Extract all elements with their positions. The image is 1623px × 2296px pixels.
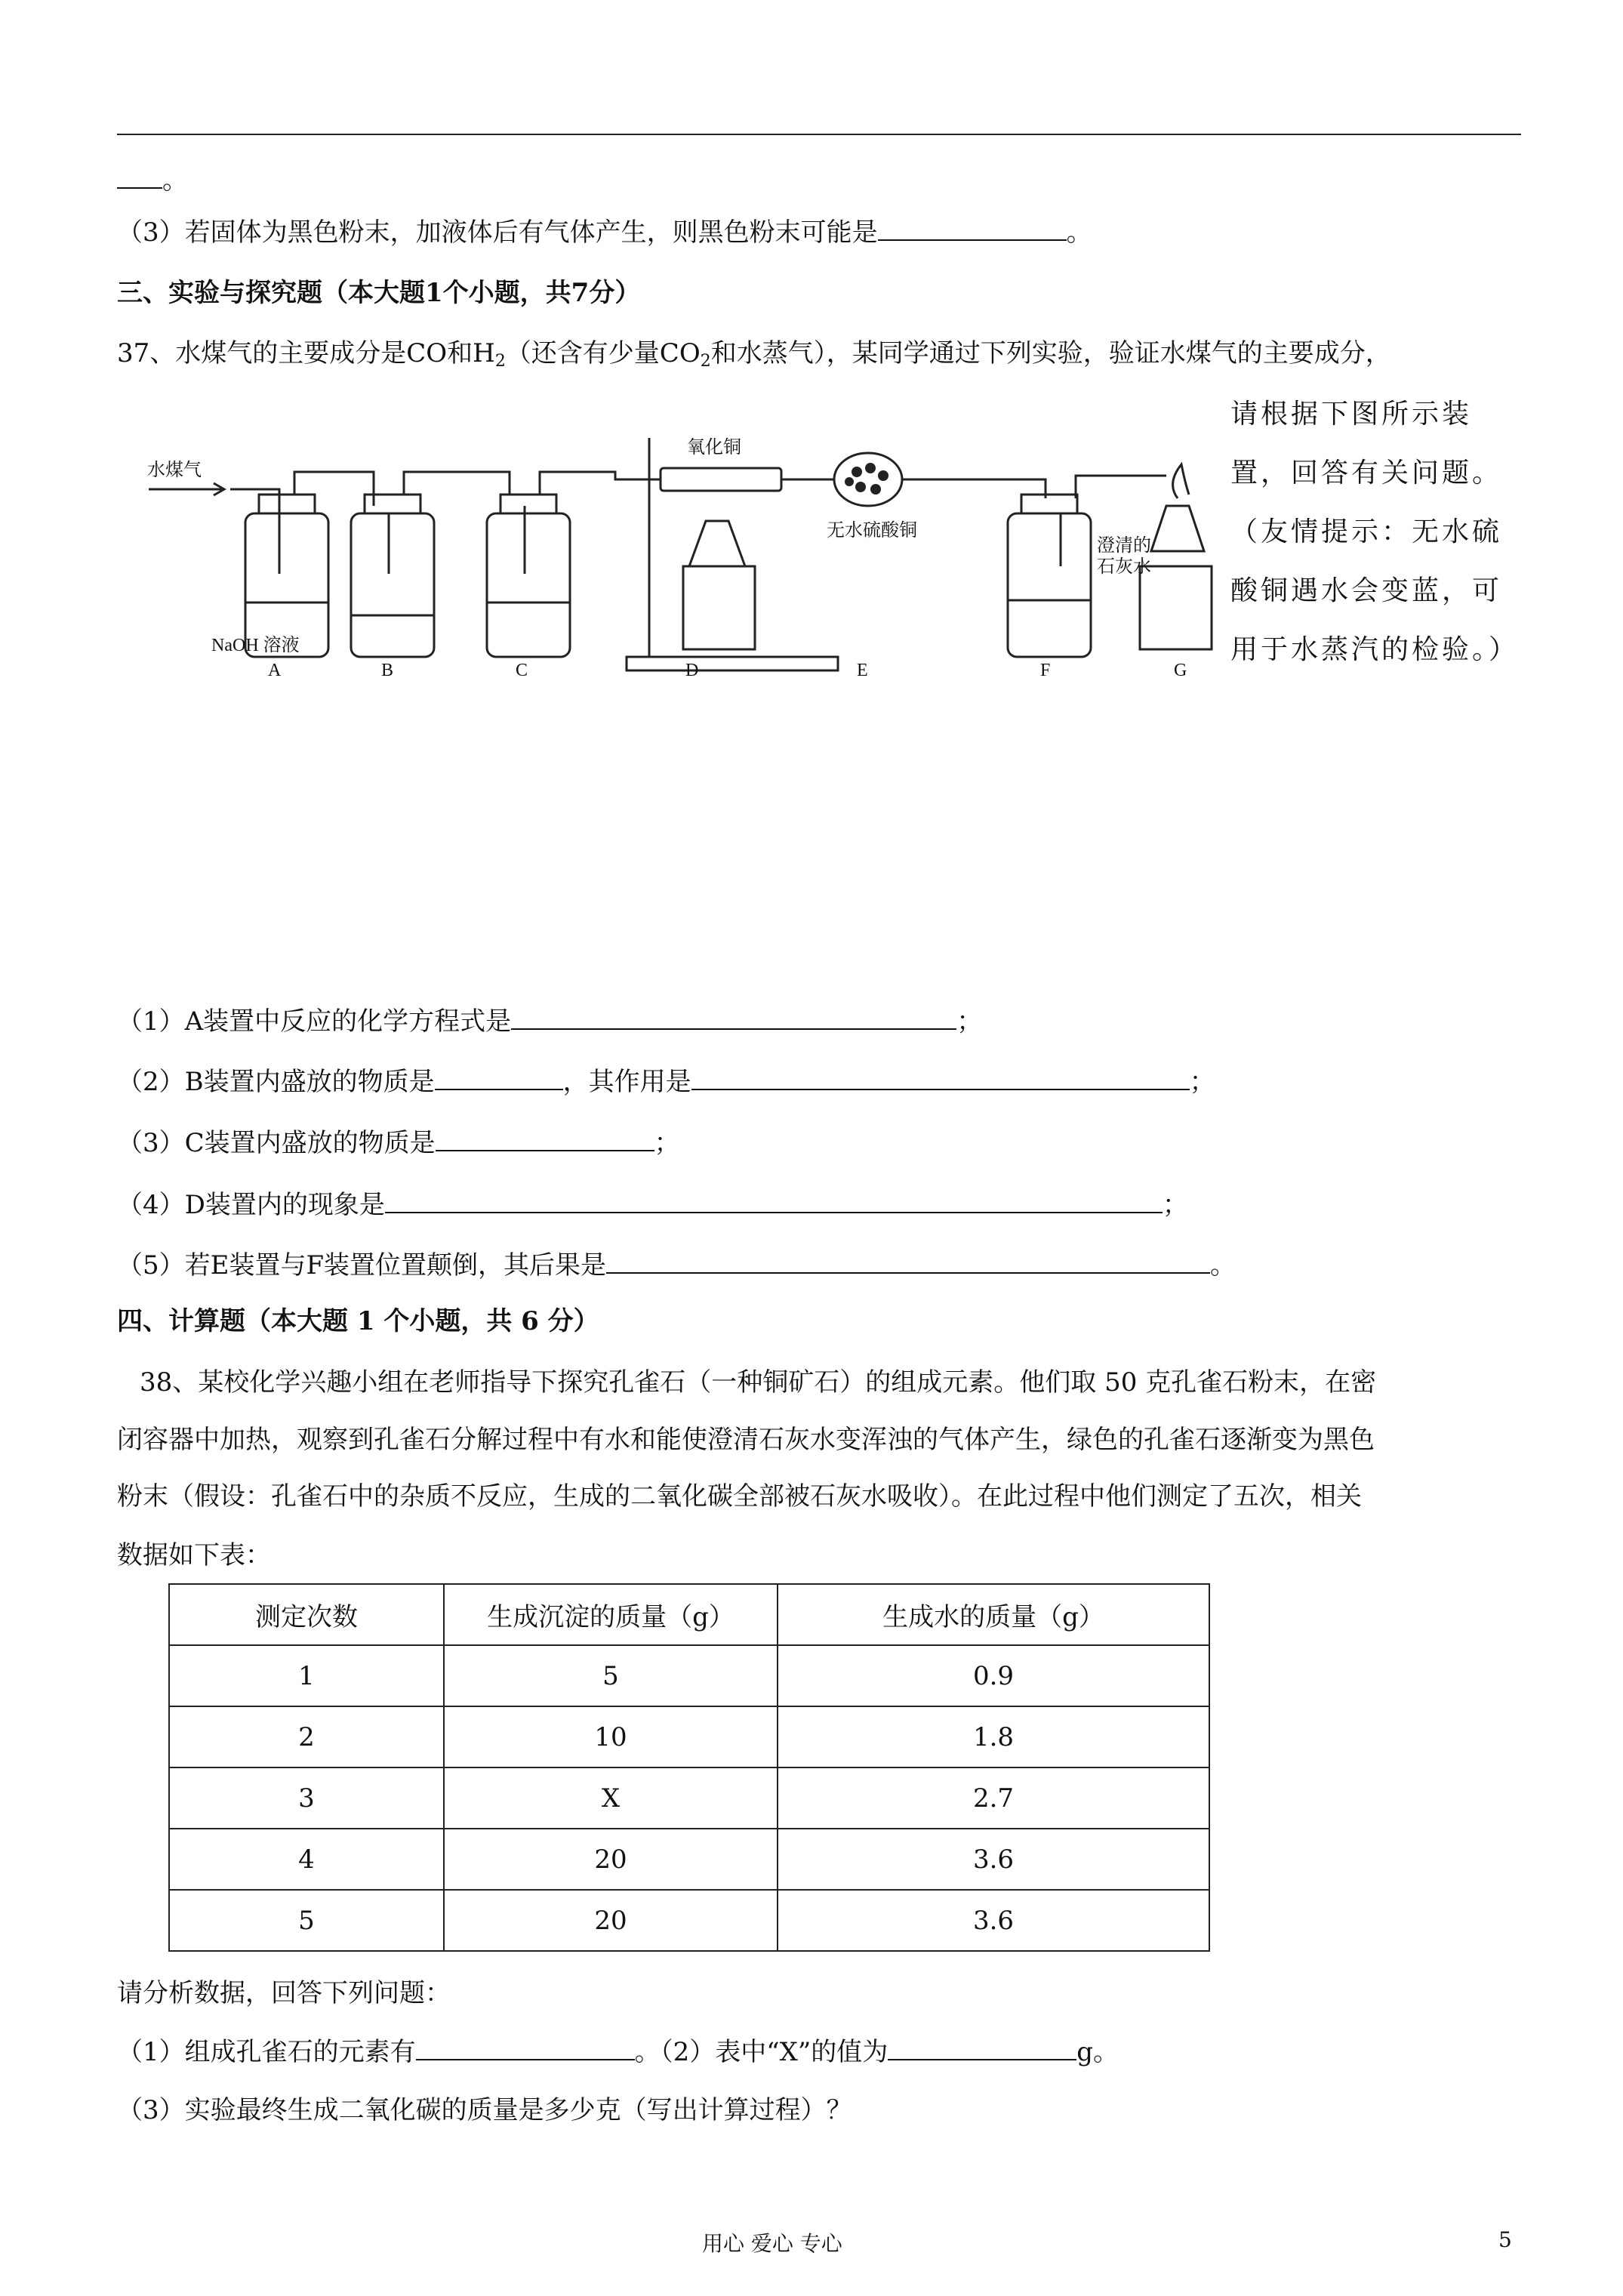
alcohol-lamp-g [1151, 506, 1204, 551]
question-37-intro: 37、水煤气的主要成分是CO和$H_2$（还含有少量$CO_2$和水蒸气），某同学通过下列实验，验证水煤气的主要成分， [117, 338, 1391, 371]
answer-blank[interactable] [606, 1250, 1210, 1274]
table-cell: 5 [444, 1645, 778, 1706]
question-37-hint: 请根据下图所示装置，回答有关问题。（友情提示：无水硫酸铜遇水会变蓝，可用于水蒸汽的检验。） [1230, 399, 1520, 665]
section-3-title: 三、实验与探究题（本大题1个小题，共7分） [117, 278, 641, 308]
drying-tube-bulb [834, 453, 902, 506]
bottle-a-stopper [259, 495, 315, 513]
bottle-f [1008, 513, 1091, 657]
tube-f-g [1076, 476, 1166, 498]
table-cell: 2.7 [778, 1767, 1209, 1829]
question-38-sub-1-2: （1）组成孔雀石的元素有 。（2）表中“X”的值为 g。 [117, 2037, 1119, 2067]
tube-a-b [294, 472, 374, 506]
figure-label-cuo: 氧化铜 [687, 438, 741, 458]
figure-letter-c: C [516, 661, 528, 680]
table-row [169, 1829, 1209, 1890]
table-row [169, 1645, 1209, 1706]
answer-blank[interactable] [385, 1189, 1163, 1213]
table-cell: 1.8 [778, 1706, 1209, 1767]
question-37-sub-5: （5）若E装置与F装置位置颠倒，其后果是 。 [117, 1250, 1236, 1281]
header-rule [117, 134, 1521, 135]
table-cell: 4 [169, 1829, 444, 1890]
table-header-row [169, 1584, 1209, 1645]
apparatus-figure [132, 430, 1219, 687]
answer-blank[interactable] [435, 1066, 563, 1090]
bottle-b [351, 513, 434, 657]
answer-blank[interactable] [416, 2036, 635, 2060]
question-37-sub-3: （3）C装置内盛放的物质是 ； [117, 1128, 680, 1158]
table-row [169, 1706, 1209, 1767]
question-38-sub-3: （3）实验最终生成二氧化碳的质量是多少克（写出计算过程）？ [117, 2095, 852, 2125]
question-38-para-3: 粉末（假设：孔雀石中的杂质不反应，生成的二氧化碳全部被石灰水吸收）。在此过程中他们测定了五次，相关 [117, 1481, 1362, 1512]
figure-letter-f: F [1040, 661, 1051, 680]
table-cell: 2 [169, 1706, 444, 1767]
section-4-title: 四、计算题（本大题 1 个小题，共 6 分） [117, 1306, 599, 1336]
tube-b-c [404, 472, 510, 495]
question-37-sub-1: （1）A装置中反应的化学方程式是 ； [117, 1006, 983, 1037]
table-cell: 3.6 [778, 1829, 1209, 1890]
table-cell: 0.9 [778, 1645, 1209, 1706]
figure-label-limewater-1: 澄清的 [1097, 536, 1151, 556]
tube-c-d [540, 472, 661, 495]
table-row [169, 1767, 1209, 1829]
table-cell: 10 [444, 1706, 778, 1767]
table-cell: X [444, 1767, 778, 1829]
question-3-previous: （3）若固体为黑色粉末，加液体后有气体产生，则黑色粉末可能是 。 [117, 217, 1092, 248]
question-37-sub-2: （2）B装置内盛放的物质是 ，其作用是 ； [117, 1067, 1215, 1097]
figure-label-cuso4: 无水硫酸铜 [827, 521, 917, 541]
question-38-para-1: 38、某校化学兴趣小组在老师指导下探究孔雀石（一种铜矿石）的组成元素。他们取 50 克孔雀石粉末，在密 [140, 1367, 1377, 1398]
footer-slogan: 用心 爱心 专心 [702, 2231, 842, 2256]
table-cell: 20 [444, 1829, 778, 1890]
question-38-para-2: 闭容器中加热，观察到孔雀石分解过程中有水和能使澄清石灰水变浑浊的气体产生，绿色的孔雀石逐渐变为黑色 [117, 1425, 1375, 1455]
answer-blank[interactable] [117, 165, 162, 189]
figure-letter-b: B [381, 661, 394, 680]
figure-label-gas: 水煤气 [147, 461, 202, 480]
figure-letter-a: A [268, 661, 282, 680]
table-cell: 3.6 [778, 1890, 1209, 1951]
flame-g [1173, 464, 1189, 498]
figure-letter-d: D [685, 661, 699, 680]
lamp-block-d [683, 566, 755, 649]
answer-blank[interactable] [436, 1127, 654, 1151]
question-37-sub-4: （4）D装置内的现象是 ； [117, 1190, 1188, 1220]
table-cell: 5 [169, 1890, 444, 1951]
table-cell: 1 [169, 1645, 444, 1706]
alcohol-lamp-d [689, 521, 745, 566]
page-number: 5 [1498, 2227, 1512, 2252]
table-header-cell: 测定次数 [169, 1584, 444, 1645]
table-cell: 3 [169, 1767, 444, 1829]
figure-letter-e: E [857, 661, 868, 680]
bottle-c-stopper [500, 495, 556, 513]
question-38-ask: 请分析数据，回答下列问题： [117, 1978, 451, 2008]
bottle-f-stopper [1021, 495, 1077, 513]
table-row [169, 1890, 1209, 1951]
answer-blank[interactable] [691, 1066, 1190, 1090]
data-table [168, 1583, 1210, 1952]
bottle-c [487, 513, 570, 657]
tube-a-in [230, 489, 279, 574]
previous-answer-fragment: 。 [117, 165, 188, 196]
iron-stand-base [627, 657, 838, 670]
answer-blank[interactable] [878, 217, 1067, 241]
combustion-tube [661, 468, 781, 491]
figure-letter-g: G [1174, 661, 1187, 680]
question-38-para-4: 数据如下表： [117, 1540, 271, 1570]
figure-label-naoh: NaOH 溶液 [211, 636, 300, 655]
answer-blank[interactable] [888, 2036, 1076, 2060]
lamp-block-g [1140, 566, 1212, 649]
table-header-cell: 生成水的质量（g） [778, 1584, 1209, 1645]
figure-label-limewater-2: 石灰水 [1097, 557, 1151, 577]
table-header-cell: 生成沉淀的质量（g） [444, 1584, 778, 1645]
answer-blank[interactable] [511, 1006, 956, 1030]
table-cell: 20 [444, 1890, 778, 1951]
